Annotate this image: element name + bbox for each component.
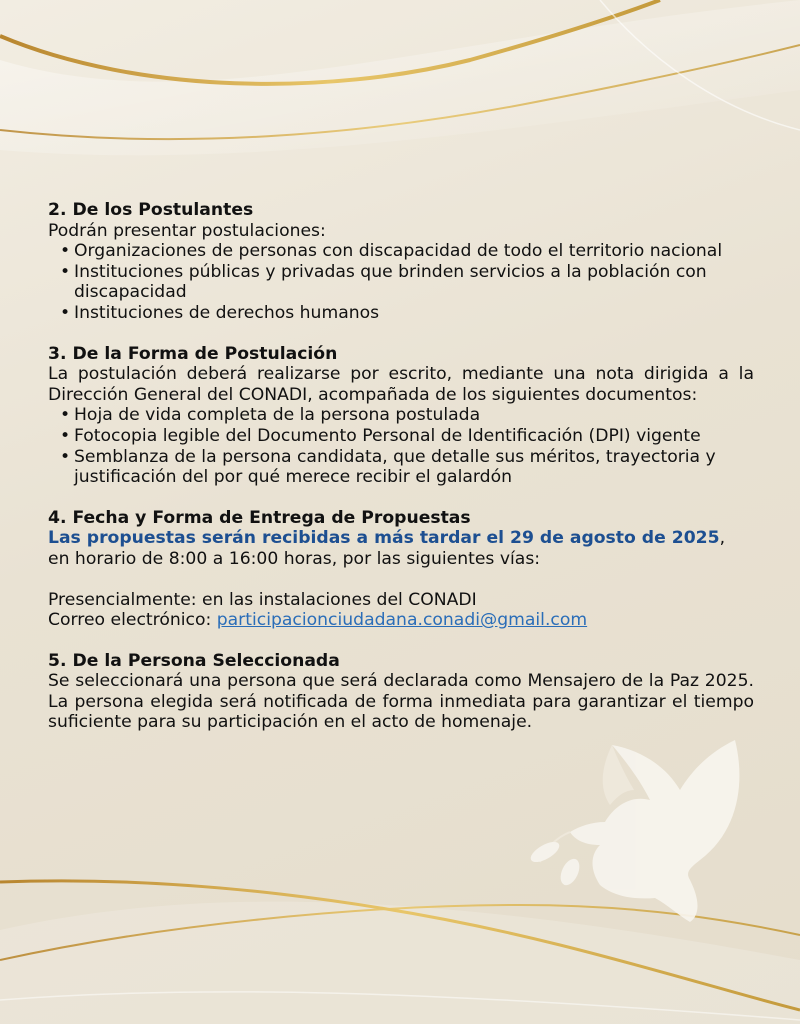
section-forma-postulacion [48,344,754,488]
list-item: • Organizaciones de personas con discapacidad de todo el territorio nacional [60,241,723,262]
document-body [48,200,754,753]
olive-branch-icon [528,832,584,888]
section-body: Se seleccionará una persona que será declarada como Mensajero de la Paz 2025. La persona elegida será notificada de forma inmediata para garantizar el tiempo suficiente para su participación en el acto de homenaje. [48,671,754,733]
in-person-line: Presencialmente: en las instalaciones del CONADI [48,589,477,610]
email-label: Correo electrónico: [48,610,217,631]
bullet-list [48,241,754,323]
bullet-icon: • [60,261,71,282]
section-heading: 4. Fecha y Forma de Entrega de Propuestas [48,507,471,528]
list-item: • Fotocopia legible del Documento Personal de Identificación (DPI) vigente [60,425,701,446]
deadline-line: Las propuestas serán recibidas a más tardar el 29 de agosto de 2025, [48,528,726,549]
bullet-list [48,405,754,487]
list-item: • Instituciones de derechos humanos [60,302,380,323]
section-fecha-entrega [48,508,754,631]
dove-icon [570,740,739,922]
bullet-icon: • [60,302,71,323]
email-link[interactable]: participacionciudadana.conadi@gmail.com [216,610,588,631]
bullet-icon: • [60,446,71,467]
section-postulantes [48,200,754,324]
section-intro: La postulación deberá realizarse por escrito, mediante una nota dirigida a la Dirección General del CONADI, acompañada de los siguientes documentos: [48,364,754,405]
deadline-highlight: Las propuestas serán recibidas a más tardar el 29 de agosto de 2025 [48,528,720,549]
list-item: • Instituciones públicas y privadas que brinden servicios a la población con discapacidad [60,261,707,303]
bullet-icon: • [60,405,71,426]
section-persona-seleccionada [48,651,754,733]
section-intro: Podrán presentar postulaciones: [48,220,326,241]
bullet-icon: • [60,241,71,262]
section-heading: 3. De la Forma de Postulación [48,343,338,364]
list-item: • Hoja de vida completa de la persona postulada [60,405,481,426]
bullet-icon: • [60,425,71,446]
section-heading: 2. De los Postulantes [48,200,254,220]
section-heading: 5. De la Persona Seleccionada [48,650,340,671]
email-line [48,610,754,631]
schedule-line: en horario de 8:00 a 16:00 horas, por las siguientes vías: [48,548,541,569]
list-item: • Semblanza de la persona candidata, que detalle sus méritos, trayectoria y justificación del por qué merece recibir el galardón [60,446,716,488]
